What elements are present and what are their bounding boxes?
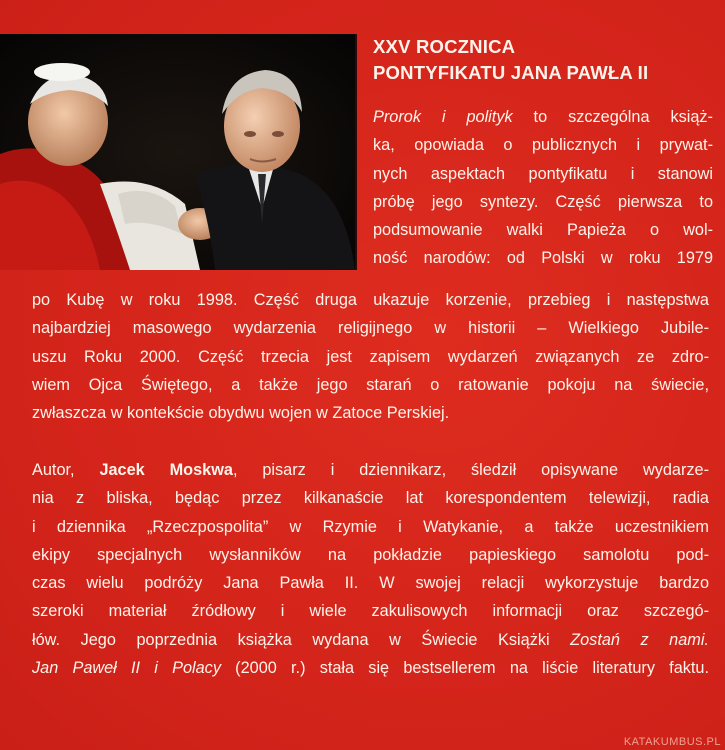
cover-photo xyxy=(0,34,357,270)
paragraph-line: czas wielu podróży Jana Pawła II. W swojej relacji wykorzystuje bardzo xyxy=(32,574,709,593)
paragraph-line xyxy=(32,456,709,484)
intro-line-rest: to szczególna książ- xyxy=(512,108,713,126)
book-title: Zostań z nami. xyxy=(570,630,709,649)
author-name: Jacek Moskwa xyxy=(99,461,233,479)
heading-line-1: XXV ROCZNICA xyxy=(373,36,516,57)
intro-line xyxy=(373,103,713,131)
paragraph-1 xyxy=(32,286,709,427)
paragraph-line: po Kubę w roku 1998. Część druga ukazuje korzenie, przebieg i następstwa xyxy=(32,291,709,309)
intro-line: próbę jego syntezy. Część pierwsza to xyxy=(373,192,713,211)
intro-line: ka, opowiada o publicznych i prywat- xyxy=(373,136,713,155)
paragraph-line xyxy=(32,654,709,682)
text-run: (2000 r.) stała się bestsellerem na liście literatury faktu. xyxy=(220,659,709,678)
heading xyxy=(373,34,713,86)
intro-line: ność narodów: od Polski w roku 1979 xyxy=(373,249,713,268)
book-title: Jan Paweł II i Polacy xyxy=(32,659,221,678)
paragraph-line: najbardziej masowego wydarzenia religijnego w historii – Wielkiego Jubile- xyxy=(32,319,709,338)
intro-line: nych aspektach pontyfikatu i stanowi xyxy=(373,164,713,183)
paragraph-line: ekipy specjalnych wysłanników na pokładzie papieskiego samolotu pod- xyxy=(32,545,709,564)
photo-illustration xyxy=(0,34,355,270)
paragraph-line: nia z bliska, będąc przez kilkanaście lat korespondentem telewizji, radia xyxy=(32,489,709,508)
paragraph-line: szeroki materiał źródłowy i wiele zakulisowych informacji oraz szczegó- xyxy=(32,602,709,621)
paragraph-line: wiem Ojca Świętego, a także jego starań o ratowanie pokoju na świecie, xyxy=(32,375,709,394)
paragraph-line xyxy=(32,626,709,654)
paragraph-line: zwłaszcza w kontekście obydwu wojen w Zatoce Perskiej. xyxy=(32,404,450,423)
text-run: , pisarz i dziennikarz, śledził opisywane wydarze- xyxy=(232,461,709,479)
text-run: Autor, xyxy=(32,461,100,479)
paragraph-line: i dziennika „Rzeczpospolita” w Rzymie i Watykanie, a także uczestnikiem xyxy=(32,517,709,536)
text-run: łów. Jego poprzednia książka wydana w Świecie Książki xyxy=(32,630,571,649)
heading-line-2: PONTYFIKATU JANA PAWŁA II xyxy=(373,62,649,83)
paragraph-2 xyxy=(32,456,709,682)
paragraph-line: uszu Roku 2000. Część trzecia jest zapisem wydarzeń związanych ze zdro- xyxy=(32,347,709,366)
intro-text xyxy=(373,103,713,273)
book-title: Prorok i polityk xyxy=(373,108,513,126)
watermark: KATAKUMBUS.PL xyxy=(623,736,721,748)
intro-line: podsumowanie walki Papieża o wol- xyxy=(373,221,713,240)
